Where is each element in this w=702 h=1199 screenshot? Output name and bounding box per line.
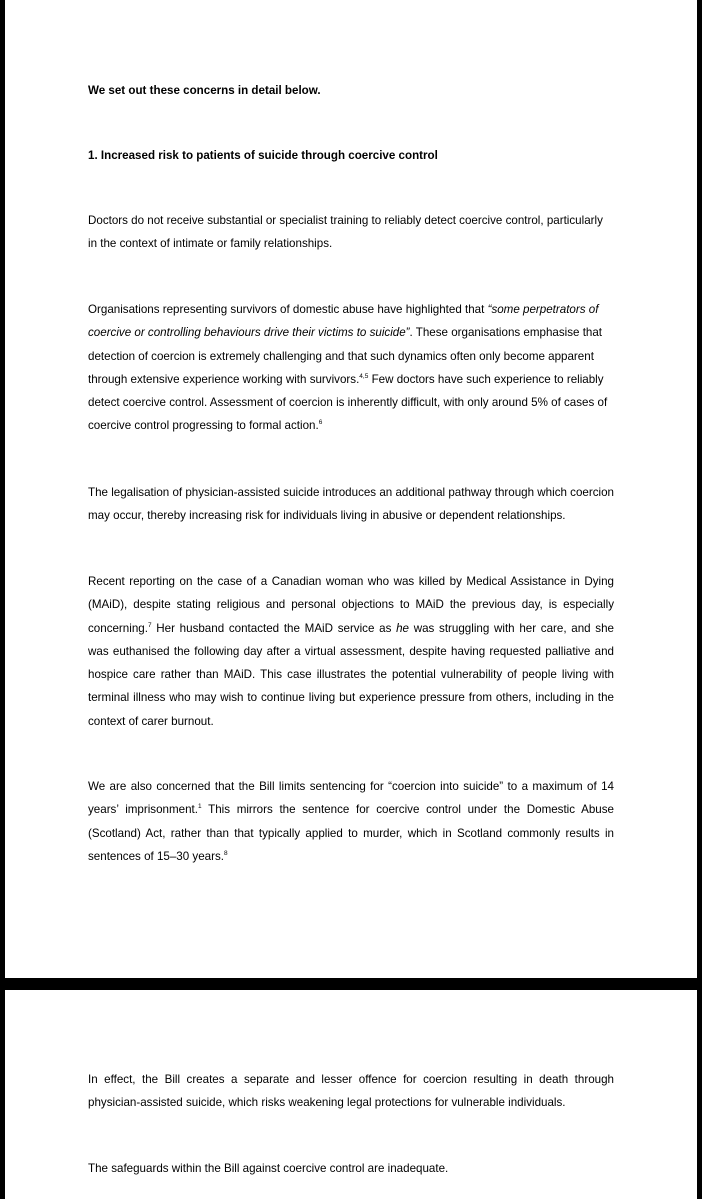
document-page-2 bbox=[5, 990, 697, 1199]
footnote-ref: 6 bbox=[318, 419, 323, 427]
intro-heading: We set out these concerns in detail below. bbox=[88, 84, 321, 97]
paragraph-text: . These organisations emphasise that detection of coercion is extremely challenging and that such dynamics often only become apparent through extensive experience working with survivors. bbox=[88, 326, 603, 386]
paragraph-lesser-offence: In effect, the Bill creates a separate and lesser offence for coercion resulting in death through physician-assisted suicide, which risks weakening legal protections for vulnerable individuals. bbox=[88, 1073, 614, 1110]
paragraph-text: Few doctors have such experience to reliably detect coercive control. Assessment of coercion is inherently difficult, with only around 5% of cases of coercive control progressing to formal action. bbox=[88, 372, 608, 433]
section-heading: 1. Increased risk to patients of suicide through coercive control bbox=[88, 149, 438, 162]
emphasis-he: he bbox=[396, 621, 409, 635]
paragraph-canadian-case bbox=[88, 570, 614, 733]
footnote-ref: 8 bbox=[224, 849, 228, 857]
paragraph-text: Recent reporting on the case of a Canadian woman who was killed by Medical Assistance in Dying (MAiD), despite stating religious and personal objections to MAiD the previous day, is especially concerning. bbox=[88, 575, 614, 635]
paragraph-text: This mirrors the sentence for coercive control under the Domestic Abuse (Scotland) Act, rather than that typically applied to murder, which in Scotland commonly results in sentences of 15–30 years. bbox=[88, 803, 614, 863]
paragraph-safeguards: The safeguards within the Bill against coercive control are inadequate. bbox=[88, 1162, 449, 1175]
quotation: “some perpetrators of coercive or controlling behaviours drive their victims to suicide” bbox=[88, 303, 599, 340]
paragraph-text: Organisations representing survivors of domestic abuse have highlighted that bbox=[88, 303, 488, 316]
paragraph-text: We are also concerned that the Bill limits sentencing for “coercion into suicide” to a maximum of 14 years’ imprisonment. bbox=[88, 780, 614, 817]
document-page-1 bbox=[5, 0, 697, 978]
footnote-ref: 7 bbox=[147, 621, 152, 629]
paragraph-survivor-organisations bbox=[88, 298, 614, 438]
footnote-ref: 1 bbox=[198, 803, 202, 811]
paragraph-sentencing bbox=[88, 775, 614, 868]
paragraph-training: Doctors do not receive substantial or specialist training to reliably detect coercive control, particularly in the context of intimate or family relationships. bbox=[88, 214, 603, 251]
paragraph-legalisation: The legalisation of physician-assisted suicide introduces an additional pathway through which coercion may occur, thereby increasing risk for individuals living in abusive or dependent relationships. bbox=[88, 486, 614, 523]
footnote-ref: 4,5 bbox=[359, 372, 369, 380]
paragraph-text: was struggling with her care, and she was euthanised the following day after a virtual assessment, despite having requested palliative and hospice care rather than MAiD. This case illustrates the potential vulnerability of people living with terminal illness who may wish to continue living but experience pressure from others, including in the context of carer burnout. bbox=[88, 621, 615, 728]
paragraph-text: Her husband contacted the MAiD service as bbox=[151, 621, 397, 635]
